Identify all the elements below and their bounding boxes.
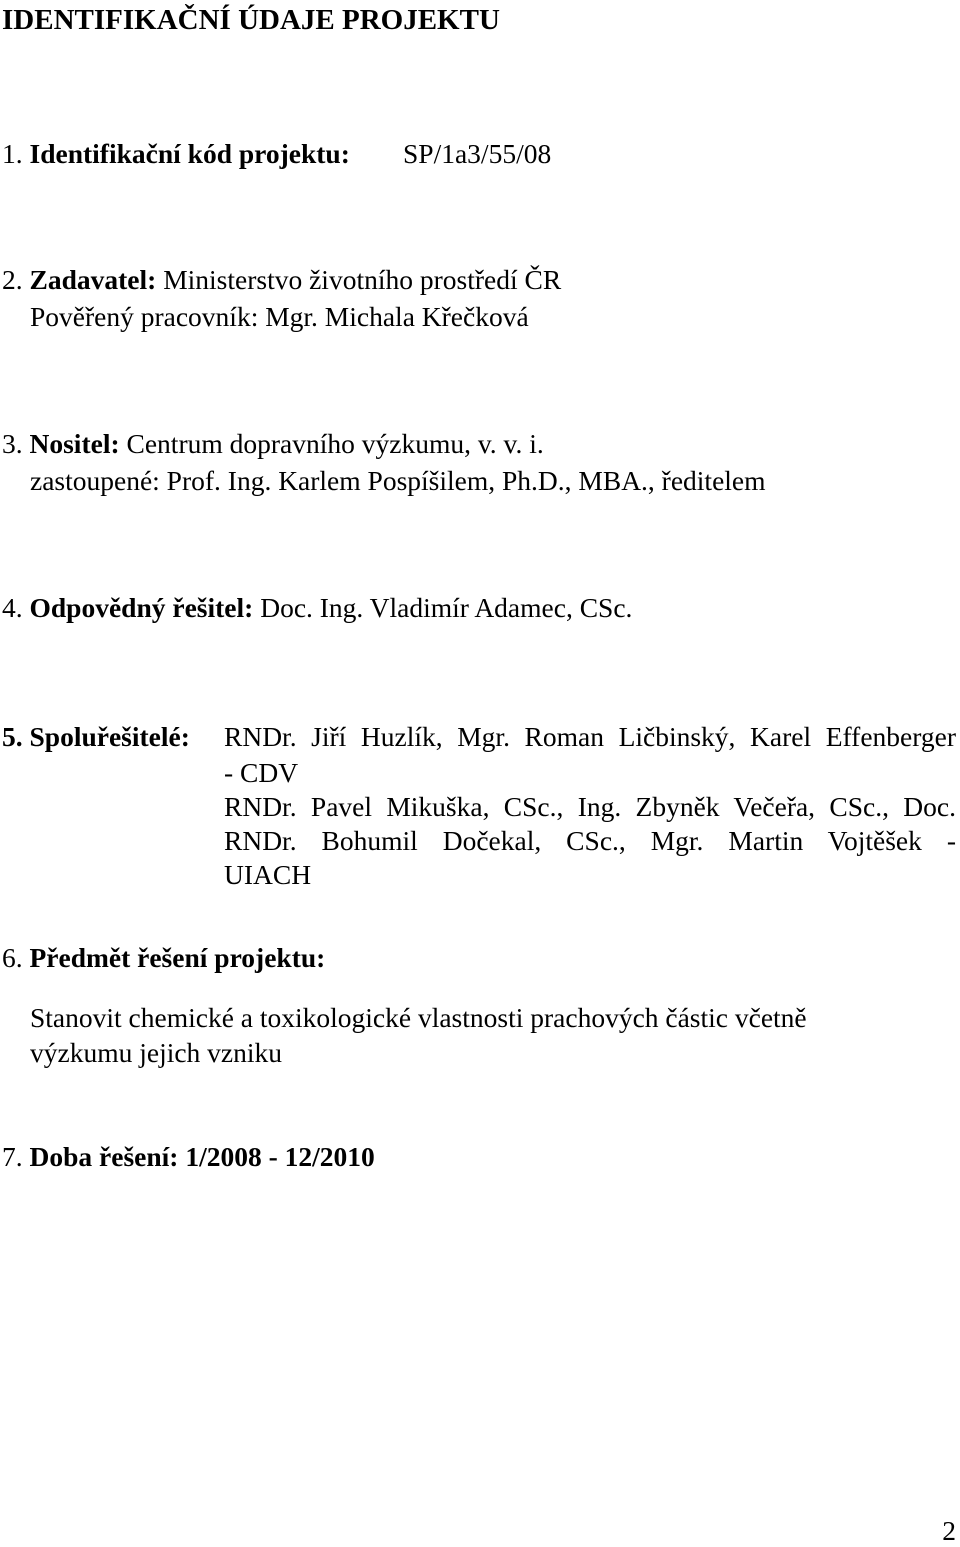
section-3-label: Nositel: <box>29 428 120 459</box>
section-6-line-2: výzkumu jejich vzniku <box>30 1037 283 1068</box>
section-6-line-1: Stanovit chemické a toxikologické vlastnosti prachových částic včetně <box>30 1002 807 1033</box>
section-5-line-3: RNDr. Pavel Mikuška, CSc., Ing. Zbyněk Večeřa, CSc., Doc. <box>224 791 956 822</box>
section-5-line-4: RNDr. Bohumil Dočekal, CSc., Mgr. Martin Vojtěšek - <box>224 825 956 856</box>
section-6 <box>2 942 325 974</box>
section-1-label: Identifikační kód projektu: <box>29 138 350 169</box>
page-number: 2 <box>942 1515 956 1546</box>
section-5-line-2: - CDV <box>224 757 299 788</box>
section-6-number: 6. <box>2 942 23 973</box>
section-2-number: 2. <box>2 264 23 295</box>
section-5 <box>2 721 190 753</box>
section-3-value: Centrum dopravního výzkumu, v. v. i. <box>126 428 544 459</box>
section-2 <box>2 264 561 296</box>
section-7-label: Doba řešení: 1/2008 - 12/2010 <box>29 1141 375 1172</box>
section-4-value: Doc. Ing. Vladimír Adamec, CSc. <box>260 592 633 623</box>
document-title: IDENTIFIKAČNÍ ÚDAJE PROJEKTU <box>2 4 500 36</box>
section-6-label: Předmět řešení projektu: <box>29 942 326 973</box>
section-5-label: Spoluřešitelé: <box>29 721 190 752</box>
section-5-line-1: RNDr. Jiří Huzlík, Mgr. Roman Ličbinský, Karel Effenberger <box>224 721 956 752</box>
section-3-line2: zastoupené: Prof. Ing. Karlem Pospíšilem, Ph.D., MBA., ředitelem <box>30 465 766 496</box>
section-4-number: 4. <box>2 592 23 623</box>
section-5-line-5: UIACH <box>224 859 312 890</box>
section-4 <box>2 592 632 624</box>
section-2-label: Zadavatel: <box>29 264 157 295</box>
section-7 <box>2 1141 375 1173</box>
section-5-number: 5. <box>2 721 23 752</box>
section-1-number: 1. <box>2 138 23 169</box>
section-3 <box>2 428 544 460</box>
section-3-number: 3. <box>2 428 23 459</box>
section-2-line2: Pověřený pracovník: Mgr. Michala Křečková <box>30 301 529 332</box>
section-4-label: Odpovědný řešitel: <box>29 592 254 623</box>
section-7-number: 7. <box>2 1141 23 1172</box>
section-1 <box>2 138 350 170</box>
section-2-value: Ministerstvo životního prostředí ČR <box>163 264 562 295</box>
section-1-value: SP/1a3/55/08 <box>403 138 552 169</box>
